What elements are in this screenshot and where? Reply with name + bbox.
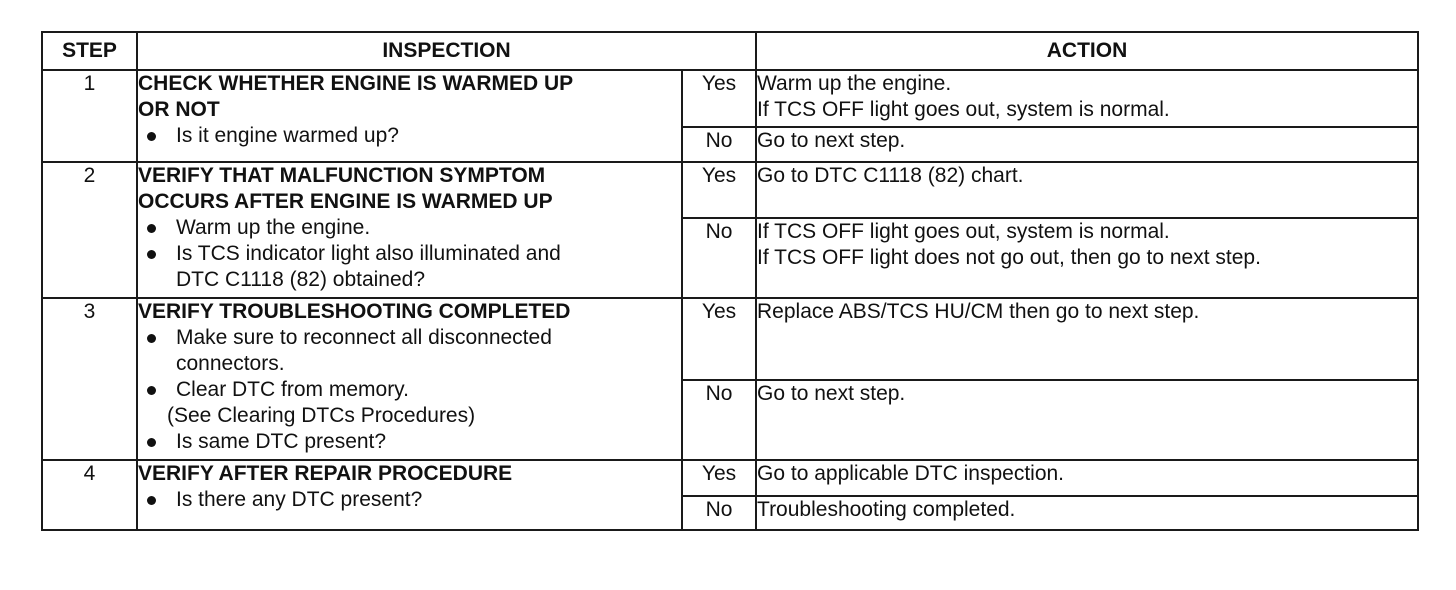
action-cell	[756, 496, 1418, 530]
action-line: If TCS OFF light does not go out, then go to next step.	[757, 246, 1261, 269]
inspection-bullet: Is there any DTC present?	[138, 487, 681, 513]
inspection-title-line: VERIFY AFTER REPAIR PROCEDURE	[138, 462, 513, 485]
action-cell	[756, 127, 1418, 162]
step-1-yes-row	[42, 70, 1418, 127]
step-number: 4	[42, 460, 137, 530]
step-number: 3	[42, 298, 137, 460]
action-cell	[756, 162, 1418, 218]
inspection-title	[138, 71, 681, 123]
action-line: Replace ABS/TCS HU/CM then go to next step.	[757, 300, 1200, 323]
step-3-yes-row	[42, 298, 1418, 380]
header-row	[42, 32, 1418, 70]
inspection-title	[138, 163, 681, 215]
diagnostic-table	[41, 31, 1419, 531]
inspection-bullets	[138, 123, 681, 149]
action-line: Go to next step.	[757, 129, 906, 152]
action-cell	[756, 70, 1418, 127]
action-line: Go to next step.	[757, 382, 906, 405]
answer-no: No	[682, 218, 756, 298]
inspection-note: (See Clearing DTCs Procedures)	[167, 404, 476, 427]
action-cell	[756, 460, 1418, 496]
inspection-title-line: VERIFY THAT MALFUNCTION SYMPTOM	[138, 164, 546, 187]
inspection-title-line: VERIFY TROUBLESHOOTING COMPLETED	[138, 300, 571, 323]
step-inspection	[137, 70, 682, 162]
answer-yes: Yes	[682, 298, 756, 380]
answer-yes: Yes	[682, 70, 756, 127]
inspection-bullet: Is it engine warmed up?	[138, 123, 681, 149]
header-inspection: INSPECTION	[137, 32, 756, 70]
inspection-bullet: Clear DTC from memory.	[138, 377, 681, 403]
action-line: Go to applicable DTC inspection.	[757, 462, 1065, 485]
inspection-bullet-continuation: DTC C1118 (82) obtained?	[176, 268, 426, 291]
inspection-bullets	[138, 429, 681, 455]
action-line: Warm up the engine.	[757, 72, 952, 95]
action-line: Troubleshooting completed.	[757, 498, 1016, 521]
inspection-bullet: Is same DTC present?	[138, 429, 681, 455]
inspection-title	[138, 299, 681, 325]
step-number: 1	[42, 70, 137, 162]
step-inspection	[137, 460, 682, 530]
answer-no: No	[682, 380, 756, 460]
inspection-bullets	[138, 487, 681, 513]
action-cell	[756, 298, 1418, 380]
inspection-title-line: OCCURS AFTER ENGINE IS WARMED UP	[138, 190, 553, 213]
inspection-bullets	[138, 325, 681, 351]
answer-no: No	[682, 496, 756, 530]
inspection-title	[138, 461, 681, 487]
header-action: ACTION	[756, 32, 1418, 70]
inspection-bullet: Warm up the engine.	[138, 215, 681, 241]
inspection-bullet: Make sure to reconnect all disconnected	[138, 325, 681, 351]
action-cell	[756, 218, 1418, 298]
action-line: If TCS OFF light goes out, system is normal.	[757, 220, 1170, 243]
inspection-bullets	[138, 377, 681, 403]
step-4-yes-row	[42, 460, 1418, 496]
inspection-bullets	[138, 215, 681, 267]
header-step: STEP	[42, 32, 137, 70]
inspection-bullet-continuation: connectors.	[176, 352, 285, 375]
inspection-bullet: Is TCS indicator light also illuminated and	[138, 241, 681, 267]
action-line: Go to DTC C1118 (82) chart.	[757, 164, 1024, 187]
step-inspection	[137, 162, 682, 298]
inspection-title-line: OR NOT	[138, 98, 220, 121]
step-number: 2	[42, 162, 137, 298]
step-2-yes-row	[42, 162, 1418, 218]
action-cell	[756, 380, 1418, 460]
inspection-title-line: CHECK WHETHER ENGINE IS WARMED UP	[138, 72, 574, 95]
answer-yes: Yes	[682, 460, 756, 496]
action-line: If TCS OFF light goes out, system is normal.	[757, 98, 1170, 121]
answer-yes: Yes	[682, 162, 756, 218]
step-inspection	[137, 298, 682, 460]
answer-no: No	[682, 127, 756, 162]
